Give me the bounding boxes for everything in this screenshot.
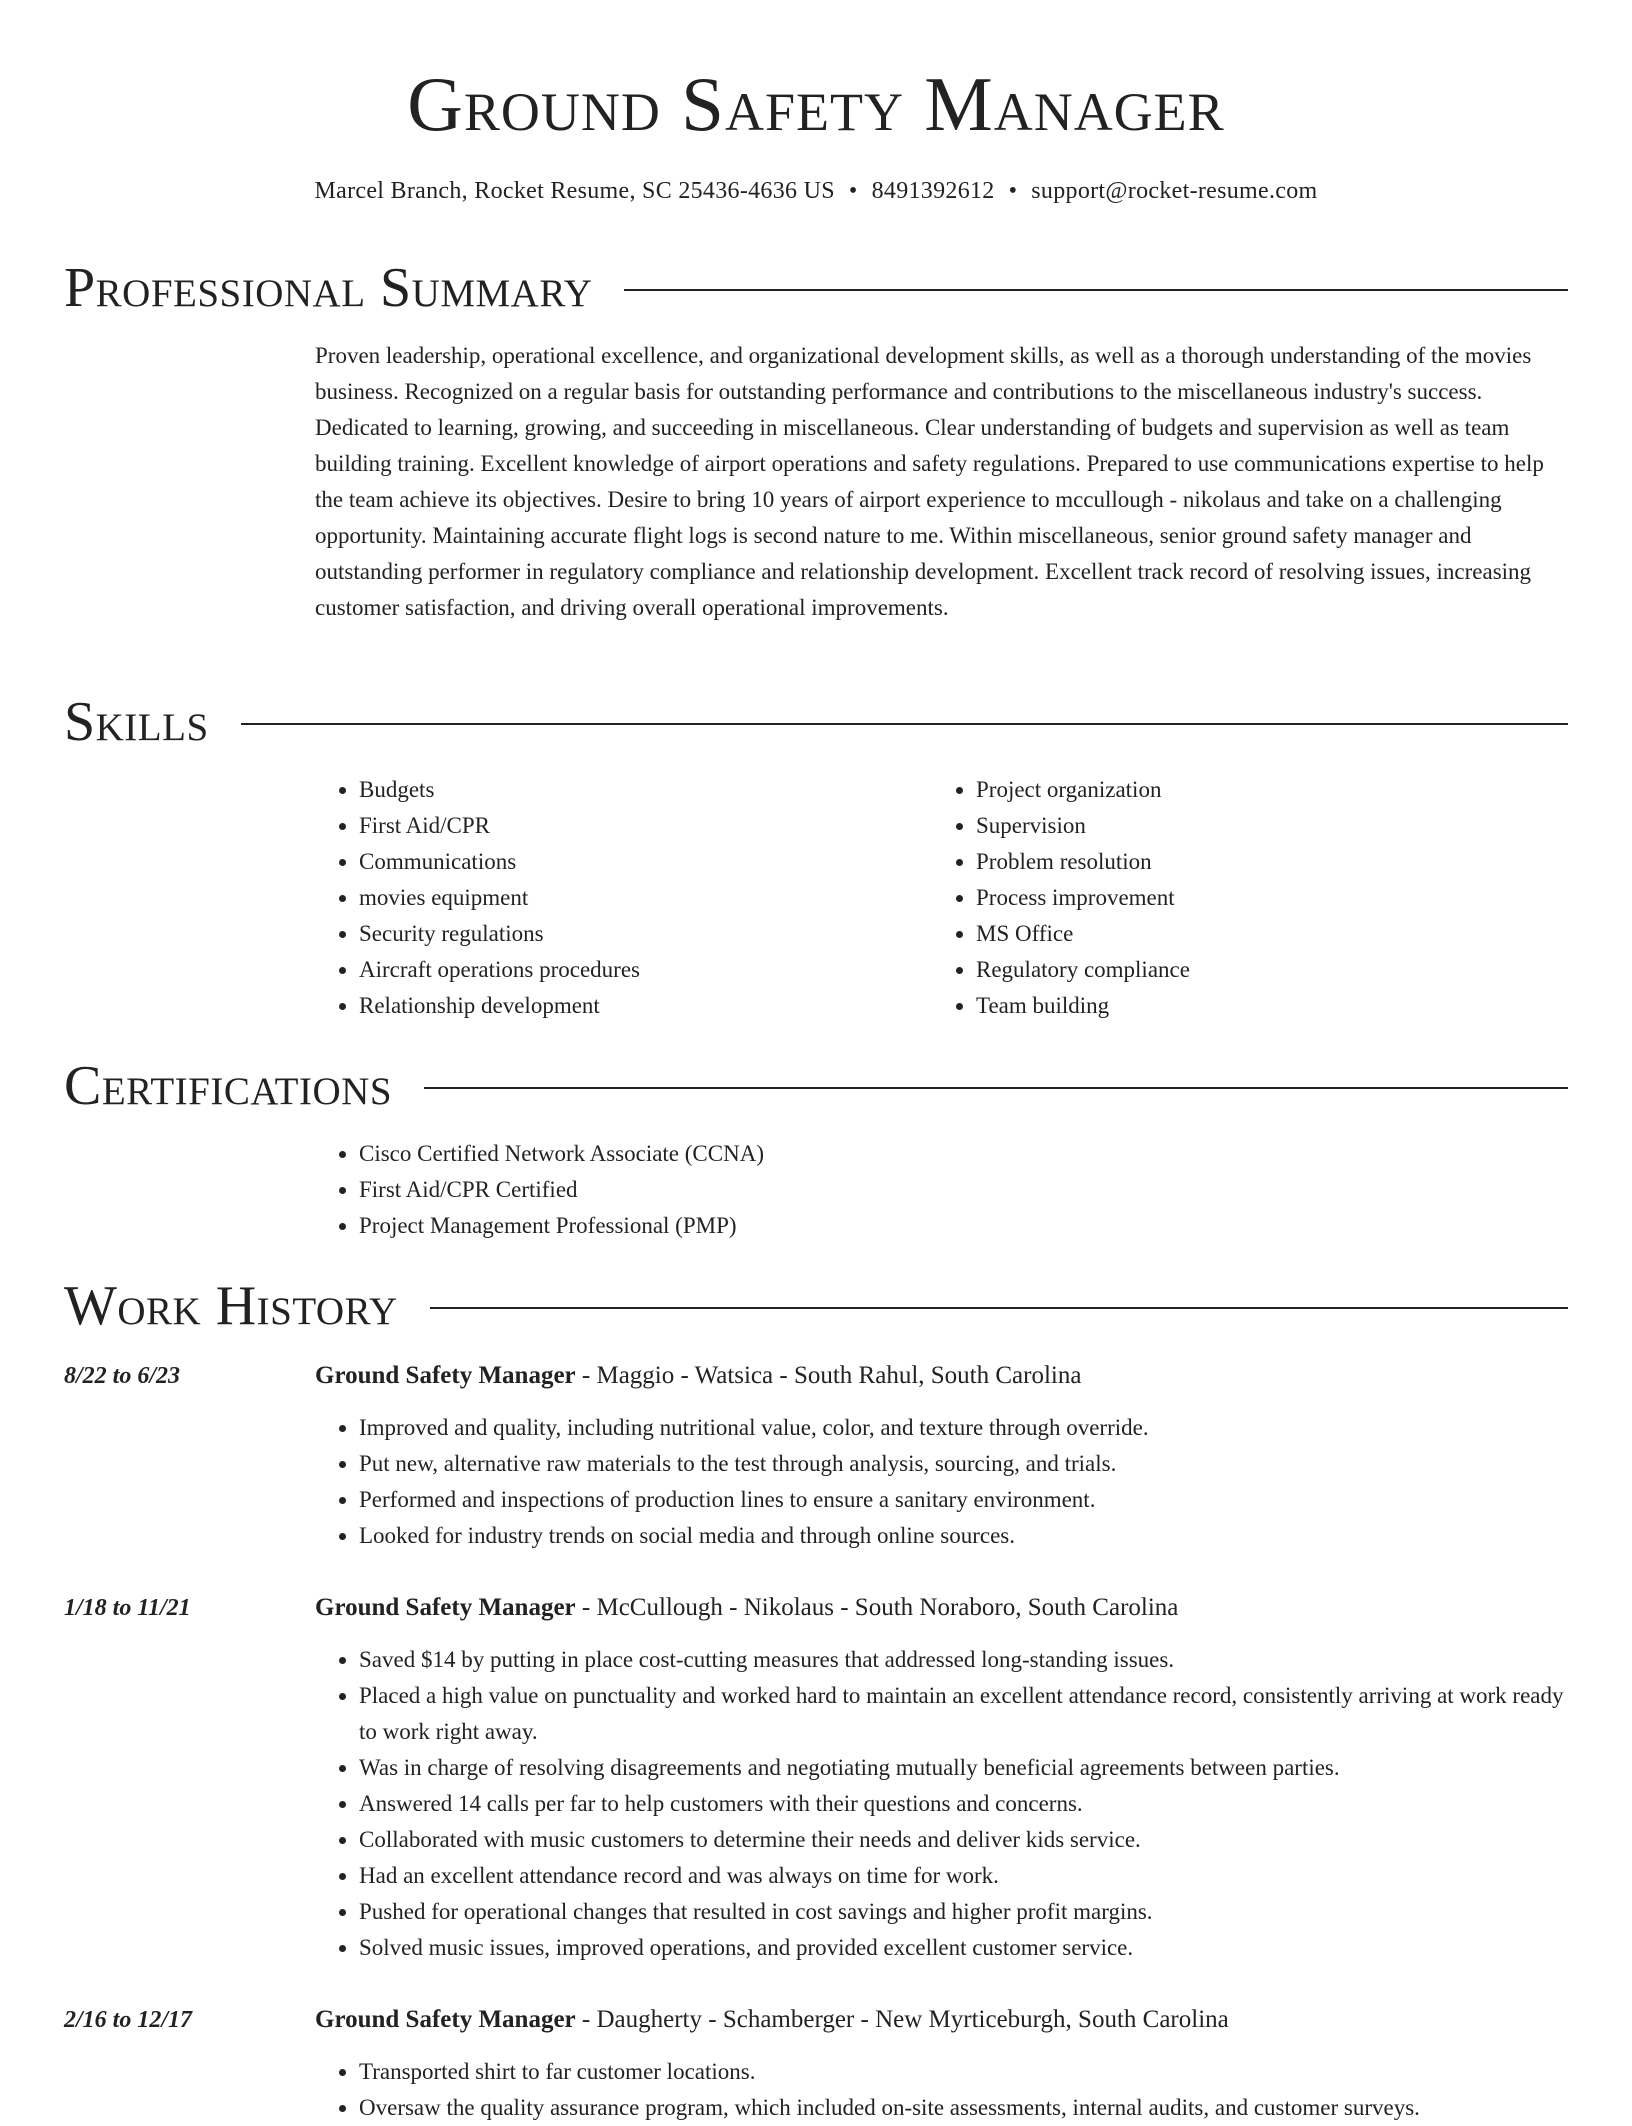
skill-item: • Security regulations [359,916,640,952]
job-company: - Daugherty - Schamberger - New Myrticeburgh, South Carolina [575,2006,1229,2033]
skill-item: • Communications [359,844,640,880]
job-bullet: • Saved $14 by putting in place cost-cutting measures that addressed long-standing issues. [359,1642,1574,1678]
work-history-section-header [64,1274,1568,1338]
section-divider [424,1087,1568,1089]
skill-item: • Problem resolution [976,844,1190,880]
certification-item: • Cisco Certified Network Associate (CCNA) [359,1136,764,1172]
skill-item: • Budgets [359,772,640,808]
section-divider [430,1307,1568,1309]
job-role [315,1590,1178,1626]
contact-separator: • [848,178,858,204]
job-dates: 1/18 to 11/21 [64,1595,191,1621]
job-bullet: • Put new, alternative raw materials to the test through analysis, sourcing, and trials. [359,1446,1574,1482]
skills-heading: Skills [64,691,209,753]
summary-text: Proven leadership, operational excellence, and organizational development skills, as well as a thorough understanding of the movies business. Recognized on a regular basis for outstanding performance and contributions to the miscellaneous industry's success. Dedicated to learning, growing, and succeeding in miscellaneous. Clear understanding of budgets and supervision as well as team building training. Excellent knowledge of airport operations and safety regulations. Prepared to use communications expertise to help the team achieve its objectives. Desire to bring 10 years of airport experience to mccullough - nikolaus and take on a challenging opportunity. Maintaining accurate flight logs is second nature to me. Within miscellaneous, senior ground safety manager and outstanding performer in regulatory compliance and relationship development. Excellent track record of resolving issues, increasing customer satisfaction, and driving overall operational improvements. [315,343,1544,620]
summary-heading: Professional Summary [64,257,593,319]
skills-right-column [932,772,1190,1024]
skill-item: • Regulatory compliance [976,952,1190,988]
job-bullet: • Had an excellent attendance record and was always on time for work. [359,1858,1574,1894]
skill-item: • Supervision [976,808,1190,844]
skill-item: • MS Office [976,916,1190,952]
job-bullet: • Improved and quality, including nutritional value, color, and texture through override. [359,1410,1574,1446]
job-dates: 8/22 to 6/23 [64,1363,181,1389]
job-title: Ground Safety Manager [315,2006,576,2033]
contact-separator: • [1008,178,1018,204]
job-bullet: • Solved music issues, improved operations, and provided excellent customer service. [359,1930,1574,1966]
contact-address: Marcel Branch, Rocket Resume, SC 25436-4636 US [314,178,835,204]
section-divider [624,289,1568,291]
certification-item: • Project Management Professional (PMP) [359,1208,764,1244]
certification-item: • First Aid/CPR Certified [359,1172,764,1208]
job-company: - Maggio - Watsica - South Rahul, South Carolina [575,1362,1082,1389]
job-bullet: • Looked for industry trends on social media and through online sources. [359,1518,1574,1554]
job-title: Ground Safety Manager [315,1362,576,1389]
skills-section-header [64,690,1568,754]
job-bullets [315,1410,1574,1554]
job-role [315,1358,1081,1394]
job-bullet: • Transported shirt to far customer locations. [359,2054,1574,2090]
skill-item: • movies equipment [359,880,640,916]
page-title: Ground Safety Manager [407,61,1225,147]
skill-item: • Project organization [976,772,1190,808]
job-bullet: • Placed a high value on punctuality and worked hard to maintain an excellent attendance record, consistently arriving at work ready to work right away. [359,1678,1574,1750]
certifications-section-header [64,1054,1568,1118]
skill-item: • Aircraft operations procedures [359,952,640,988]
contact-phone: 8491392612 [871,178,995,204]
contact-email: support@rocket-resume.com [1031,178,1318,204]
job-role [315,2002,1229,2038]
skill-item: • Relationship development [359,988,640,1024]
job-bullets [315,2054,1574,2126]
skill-item: • Process improvement [976,880,1190,916]
work-history-heading: Work History [64,1275,398,1337]
job-company: - McCullough - Nikolaus - South Noraboro, South Carolina [575,1594,1179,1621]
skill-item: • Team building [976,988,1190,1024]
job-bullet: • Collaborated with music customers to determine their needs and deliver kids service. [359,1822,1574,1858]
job-bullet: • Was in charge of resolving disagreements and negotiating mutually beneficial agreements between parties. [359,1750,1574,1786]
job-bullets [315,1642,1574,1966]
section-divider [241,723,1568,725]
contact-line [0,174,1632,208]
summary-section-header [64,256,1568,320]
certifications-heading: Certifications [64,1055,393,1117]
job-bullet: • Oversaw the quality assurance program, which included on-site assessments, internal audits, and customer surveys. [359,2090,1574,2126]
job-bullet: • Answered 14 calls per far to help customers with their questions and concerns. [359,1786,1574,1822]
skills-left-column [315,772,640,1024]
job-bullet: • Performed and inspections of production lines to ensure a sanitary environment. [359,1482,1574,1518]
job-dates: 2/16 to 12/17 [64,2007,193,2033]
certifications-list [315,1136,764,1244]
job-title: Ground Safety Manager [315,1594,576,1621]
skill-item: • First Aid/CPR [359,808,640,844]
job-bullet: • Pushed for operational changes that resulted in cost savings and higher profit margins. [359,1894,1574,1930]
